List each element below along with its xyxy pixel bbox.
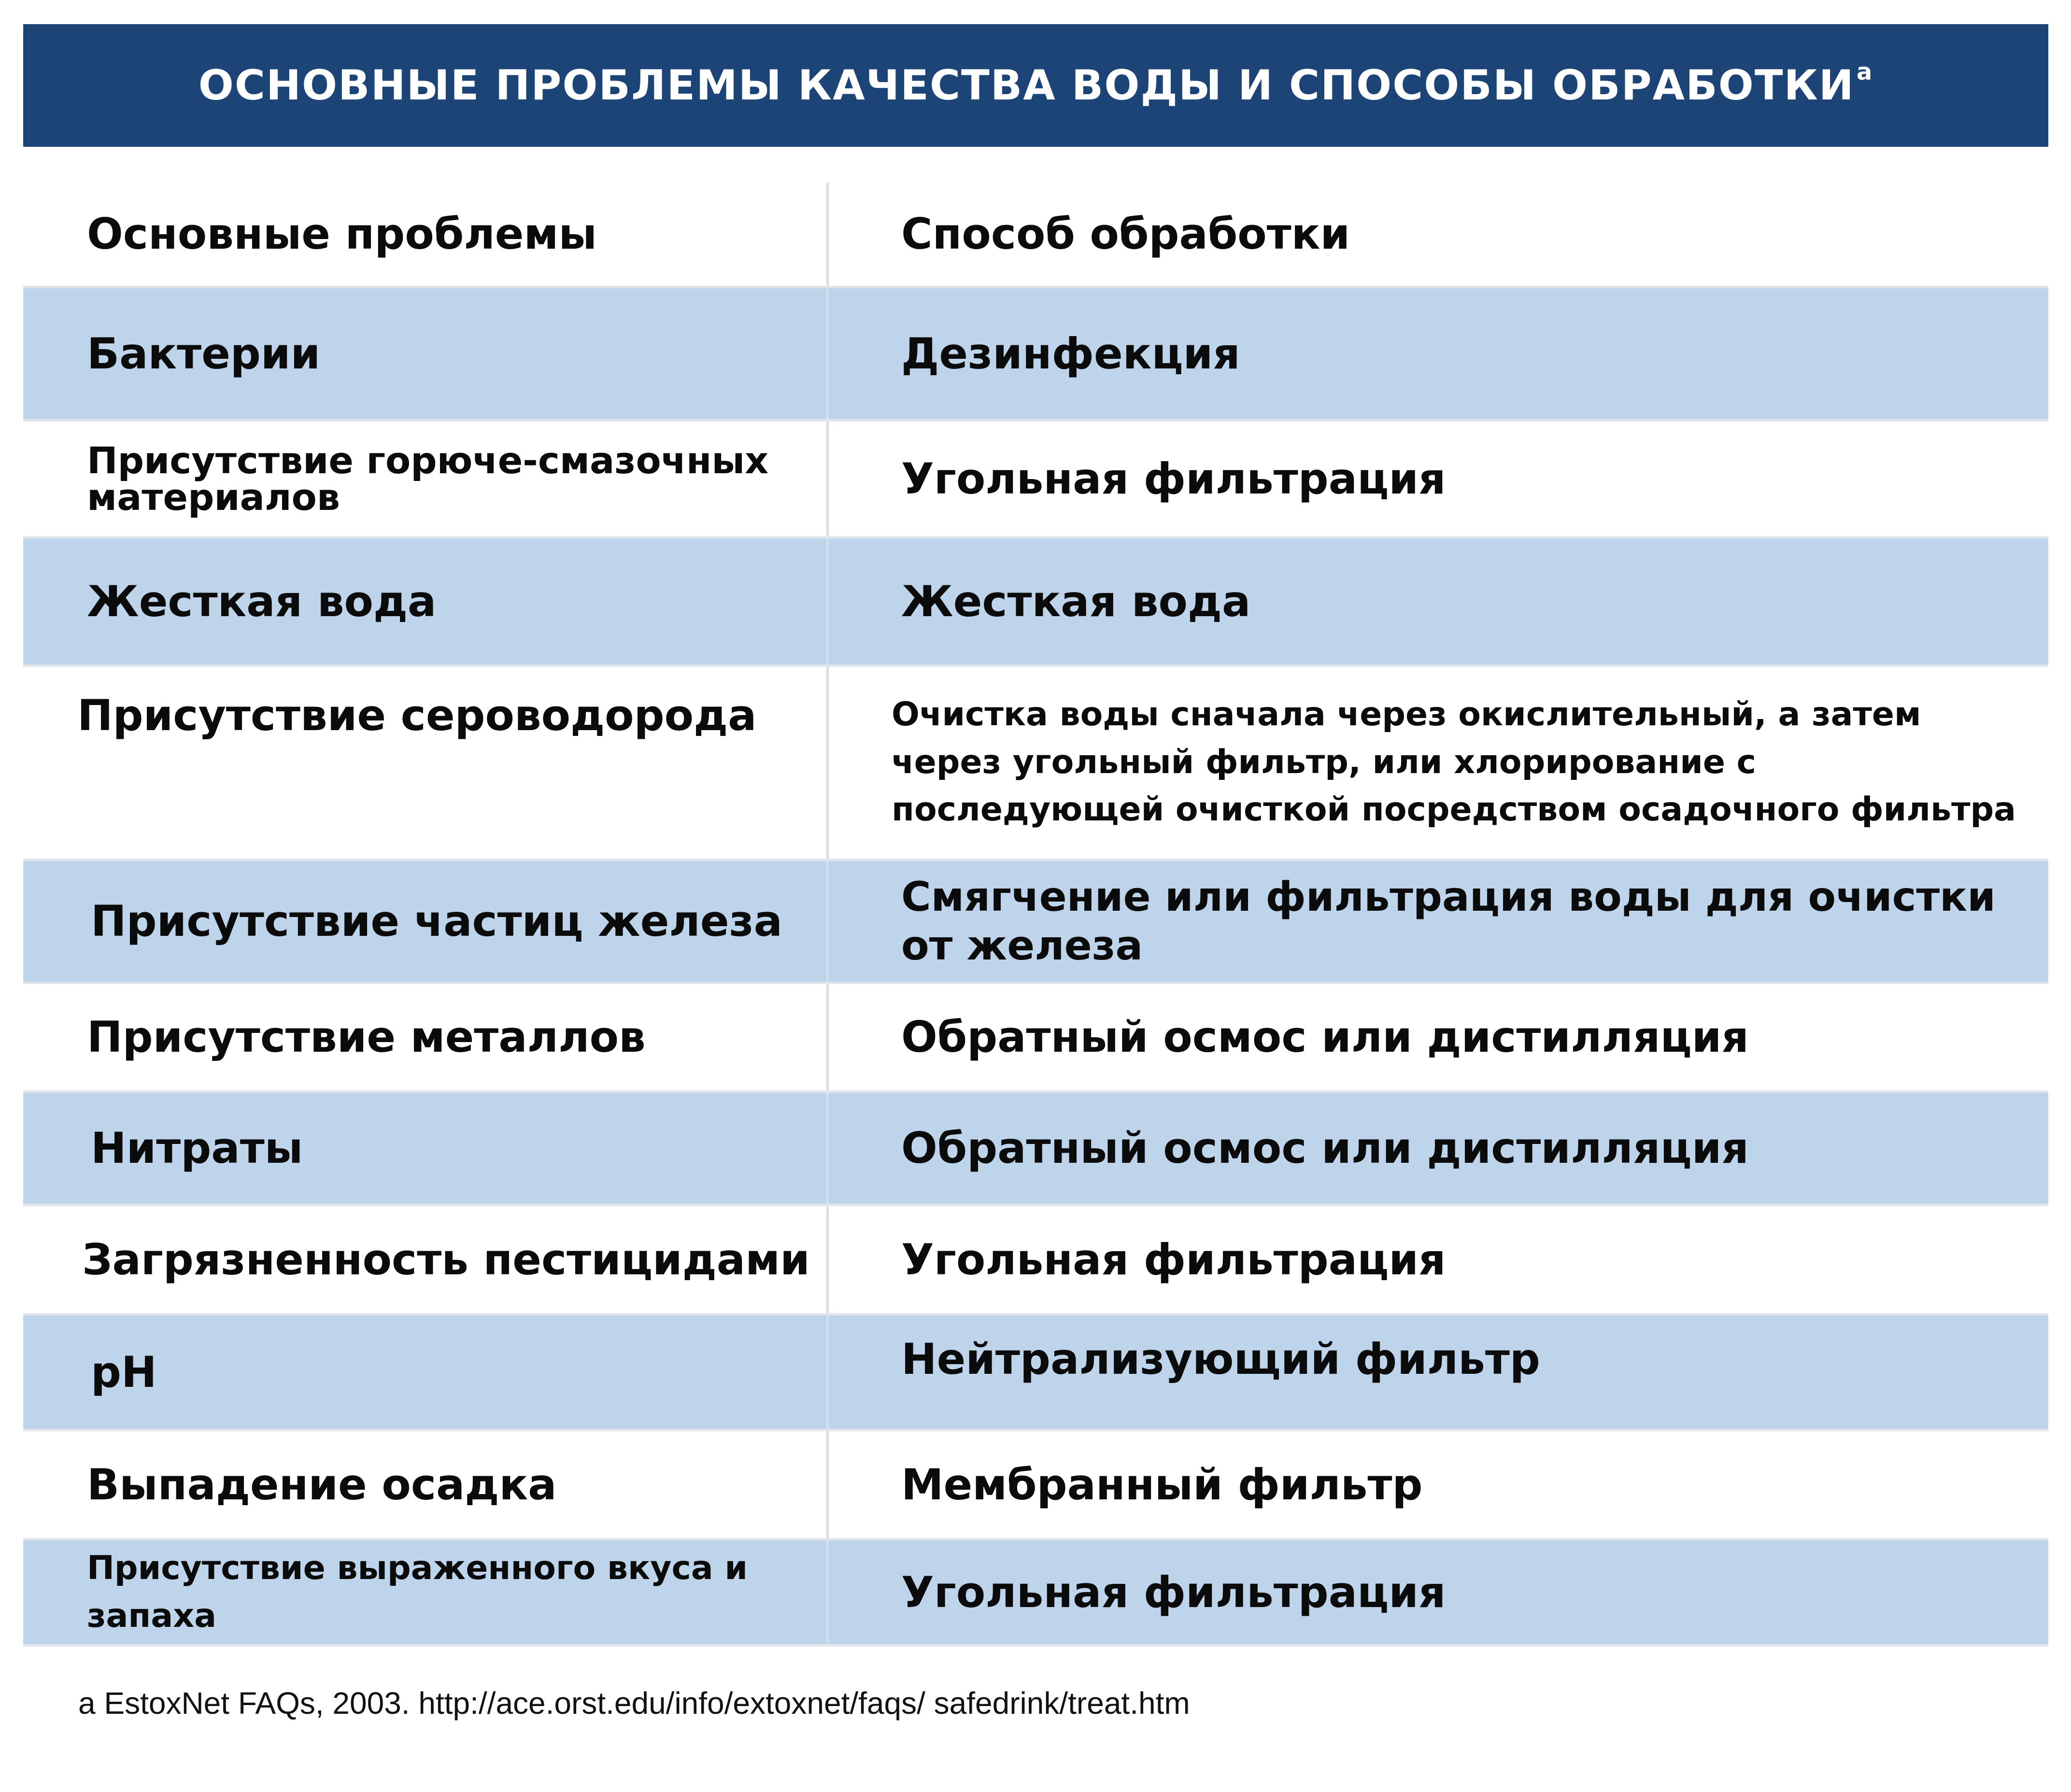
problem-cell: Присутствие металлов [23,984,829,1090]
table-row [23,984,2048,1093]
problem-cell: Нитраты [23,1093,829,1204]
treatment-cell: Обратный осмос или дистилляция [901,1012,1749,1062]
page-title-text: ОСНОВНЫЕ ПРОБЛЕМЫ КАЧЕСТВА ВОДЫ И СПОСОБЫ ОБРАБОТКИ [198,61,1855,110]
treatment-cell: Очистка воды сначала через окислительный, а затем через угольный фильтр, или хлорирование с последующей очисткой посредством осадочного фильтра [892,695,2016,829]
problem-cell: Загрязненность пестицидами [23,1206,829,1313]
table-row [23,422,2048,538]
treatment-cell: Обратный осмос или дистилляция [901,1123,1749,1173]
water-treatment-table [23,183,2048,1647]
problem-cell: Присутствие частиц железа [23,861,829,982]
treatment-cell: Нейтрализующий фильтр [901,1334,1540,1384]
treatment-cell: Угольная фильтрация [901,453,1446,504]
table-row [23,1093,2048,1206]
source-footnote: a EstoxNet FAQs, 2003. http://ace.orst.edu/info/extoxnet/faqs/ safedrink/treat.htm [78,1686,1190,1721]
table-row [23,1206,2048,1315]
table-row [23,1315,2048,1431]
problem-cell: Присутствие горюче-смазочных материалов [23,422,829,536]
treatment-cell: Угольная фильтрация [901,1567,1446,1617]
problem-cell: Жесткая вода [23,538,829,664]
table-row [23,667,2048,861]
title-banner [23,24,2048,147]
table-header-row [23,183,2048,288]
header-problem: Основные проблемы [23,183,829,286]
problem-cell: pH [23,1315,829,1429]
treatment-cell: Смягчение или фильтрация воды для очистки от железа [901,873,1996,969]
problem-cell: Присутствие сероводорода [23,667,829,859]
page-title [198,58,1873,110]
table-row [23,861,2048,984]
problem-cell: Присутствие выраженного вкуса и запаха [23,1540,829,1644]
header-treatment: Способ обработки [901,209,1350,259]
treatment-cell: Угольная фильтрация [901,1234,1446,1284]
table-row [23,1540,2048,1647]
treatment-cell: Мембранный фильтр [901,1459,1423,1510]
problem-cell: Бактерии [23,288,829,419]
title-footnote-marker: a [1856,58,1873,85]
table-row [23,1431,2048,1540]
table-row [23,288,2048,422]
treatment-cell: Жесткая вода [901,576,1251,626]
table-row [23,538,2048,667]
problem-cell: Выпадение осадка [23,1431,829,1538]
treatment-cell: Дезинфекция [901,328,1240,379]
